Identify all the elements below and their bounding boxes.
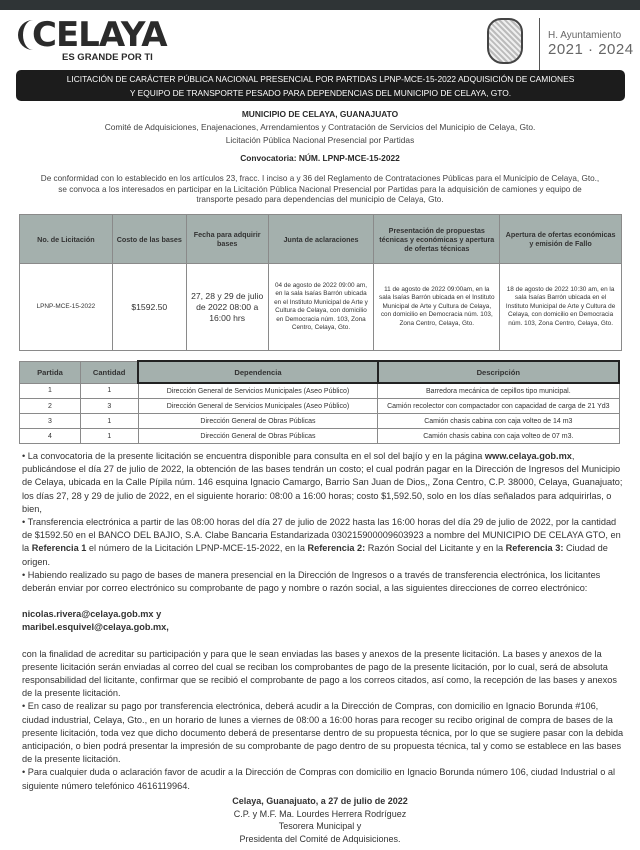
header-divider xyxy=(539,18,540,72)
cell-descripcion: Camión recolector con compactador con capacidad de carga de 21 Yd3 xyxy=(378,399,619,414)
text-segment: Ciudad de origen. xyxy=(22,543,608,567)
paragraph-convocatoria xyxy=(22,450,624,516)
cell-costo: $1592.50 xyxy=(112,264,186,351)
ayuntamiento-text: H. Ayuntamiento xyxy=(548,30,622,41)
table-row xyxy=(20,264,622,351)
paragraph-transferencia xyxy=(22,516,624,569)
top-bar xyxy=(0,0,640,10)
partidas-header-row xyxy=(20,361,620,383)
cell-partida: 1 xyxy=(20,383,81,399)
col-header: Junta de aclaraciones xyxy=(268,215,374,264)
reference-1-label: Referencia 1 xyxy=(31,543,87,554)
ayuntamiento-label xyxy=(548,30,634,58)
title-line-2: Y EQUIPO DE TRANSPORTE PESADO PARA DEPENDENCIAS DEL MUNICIPIO DE CELAYA, GTO. xyxy=(129,88,512,98)
cell-partida: 4 xyxy=(20,429,81,444)
cell-cantidad: 1 xyxy=(80,429,138,444)
col-header: No. de Licitación xyxy=(20,215,113,264)
cell-presentacion: 11 de agosto de 2022 09:00am, en la sala Isaías Barrón ubicada en el Instituto Municipal de Arte y Cultura de Celaya, con domicilio en Democracia núm. 103, Zona Centro, Celaya, Gto. xyxy=(374,264,500,351)
cell-partida: 2 xyxy=(20,399,81,414)
email-2[interactable]: maribel.esquivel@celaya.gob.mx, xyxy=(22,622,169,633)
place-date: Celaya, Guanajuato, a 27 de julio de 2022 xyxy=(232,796,408,806)
logo-text: CELAYA xyxy=(32,15,167,55)
col-header: Costo de las bases xyxy=(112,215,186,264)
text-segment: , publicándose el día 27 de julio de 2022, la obtención de las bases tendrán un costo; el cual podrán pagar en la Dirección de Ingresos del Municipio de Celaya, ubicada en la Calle Pípila núm. 146 esquina Ignacio Camargo, Barrio San Juan de Dios,, Zona Centro, C.P. 38000, Celaya, Guanajuato; los días 27, 28 y 29 de julio de 2022, en el siguiente horario: 08:00 a 16:00 horas; costo $1,592.50, solo en los días señalados para adquirirlas, o bien, xyxy=(22,451,623,514)
text-segment: el número de la Licitación LPNP-MCE-15-2022, en la xyxy=(86,543,308,554)
paragraph-recibo: • En caso de realizar su pago por transferencia electrónica, deberá acudir a la Dirección de Compras, con domicilio en Ignacio Borunda #106, ciudad industrial, Celaya, Gto., en un horario de lunes a viernes de 08:00 a 16:00 horas para recoger su recibo original de compra de bases de la presente licitación, toda vez que dicho documento deberá de presentarse dentro de su propuesta técnica, por lo que se sugiere pasar con la debida anticipación, o bien podrá presentar la impresión de su comprobante de pago dentro de su propuesta técnica, tal y como se establece en las bases de la presente licitación. xyxy=(22,701,624,765)
convocatoria-number: Convocatoria: NÚM. LPNP-MCE-15-2022 xyxy=(240,153,400,163)
partidas-table xyxy=(19,360,620,444)
schedule-header-row xyxy=(20,215,622,264)
cell-descripcion: Barredora mecánica de cepillos tipo municipal. xyxy=(378,383,619,399)
cell-partida: 3 xyxy=(20,414,81,429)
table-row xyxy=(20,399,620,414)
cell-dependencia: Dirección General de Servicios Municipales (Aseo Público) xyxy=(138,399,377,414)
signer-role-1: Tesorera Municipal y xyxy=(278,821,362,831)
cell-licitacion: LPNP-MCE-15-2022 xyxy=(20,264,113,351)
cell-cantidad: 1 xyxy=(80,383,138,399)
signature-block xyxy=(0,795,640,845)
cell-descripcion: Camión chasis cabina con caja volteo de 14 m3 xyxy=(378,414,619,429)
col-header: Fecha para adquirir bases xyxy=(186,215,268,264)
cell-cantidad: 3 xyxy=(80,399,138,414)
col-header: Presentación de propuestas técnicas y económicas y apertura de ofertas técnicas xyxy=(374,215,500,264)
body-text xyxy=(22,450,624,793)
paragraph-dudas: • Para cualquier duda o aclaración favor de acudir a la Dirección de Compras con domicilio en Ignacio Borunda número 106, ciudad Industrial o al siguiente número telefónico 4616119964. xyxy=(22,767,616,791)
comite-line: Comité de Adquisiciones, Enajenaciones, Arrendamientos y Contratación de Servicios del Municipio de Celaya, Gto. xyxy=(104,122,536,132)
cell-dependencia: Dirección General de Obras Públicas xyxy=(138,414,377,429)
period-text: 2021 · 2024 xyxy=(548,41,634,58)
col-header: Partida xyxy=(20,361,81,383)
cell-dependencia: Dirección General de Obras Públicas xyxy=(138,429,377,444)
logo-tagline: ES GRANDE POR TI xyxy=(62,52,153,63)
coat-of-arms-icon xyxy=(487,18,523,64)
table-row xyxy=(20,414,620,429)
cell-apertura: 18 de agosto de 2022 10:30 am, en la sala Isaías Barrón ubicada en el Instituto Municipal de Arte y Cultura de Celaya, con domicilio en Democracia núm. 103, Zona Centro, Celaya, Gto. xyxy=(500,264,622,351)
col-header: Apertura de ofertas económicas y emisión de Fallo xyxy=(500,215,622,264)
paragraph-pago: • Habiendo realizado su pago de bases de manera presencial en la Dirección de Ingresos o a través de transferencia electrónica, los licitantes deberán enviar por correo electrónico su comprobante de pago y nombre o razón social, a las siguientes direcciones de correo electrónico: xyxy=(22,569,601,594)
cell-descripcion: Camión chasis cabina con caja volteo de 07 m3. xyxy=(378,429,619,444)
cell-cantidad: 1 xyxy=(80,414,138,429)
table-row xyxy=(20,429,620,444)
reference-2-label: Referencia 2: xyxy=(307,543,366,554)
col-header: Cantidad xyxy=(80,361,138,383)
intro-paragraph: De conformidad con lo establecido en los artículos 23, fracc. I inciso a y 36 del Reglamento de Contrataciones Públicas para el Municipio de Celaya, Gto., se convoca a los interesados en participar en la Licitación Pública Nacional Presencial por Partidas para la adquisición de camiones y equipo de transporte pesado para dependencias del municipio de Celaya, Gto. xyxy=(40,174,600,204)
website-link[interactable]: www.celaya.gob.mx xyxy=(484,451,572,461)
document-title xyxy=(16,70,625,101)
text-segment: • La convocatoria de la presente licitación se encuentra disponible para consulta en el sol del bajío y en la página xyxy=(22,451,485,461)
reference-3-label: Referencia 3: xyxy=(505,543,564,554)
cell-fecha: 27, 28 y 29 de julio de 2022 08:00 a 16:00 hrs xyxy=(186,264,268,351)
text-segment: • Transferencia electrónica a partir de las 08:00 horas del día 27 de julio de 2022 hasta las 16:00 horas del día 29 de julio de 2022, por la cantidad de $1592.50 en el BANCO DEL BAJIO, S.A. Clabe Bancaria Estandarizada 030215900009603923 a nombre del MUNICIPIO DE CELAYA GTO, en la xyxy=(22,517,621,554)
signer-role-2: Presidenta del Comité de Adquisiciones. xyxy=(239,833,401,844)
email-1[interactable]: nicolas.rivera@celaya.gob.mx y xyxy=(22,609,162,620)
col-header: Dependencia xyxy=(138,361,377,383)
schedule-table xyxy=(19,214,622,351)
paragraph-finalidad: con la finalidad de acreditar su participación y para que le sean enviadas las bases y anexos de la presente licitación. La bases y anexos de la presente licitación serán enviadas al correo del cual se reciban los comprobantes de pago de la presente licitación, por lo cual, será de absoluta responsabilidad del licitante, confirmar que se recibió el comprobante de pago a los correos citados, así como, la recepción de las bases y anexos de la presente licitación. xyxy=(22,648,617,699)
title-line-1: LICITACIÓN DE CARÁCTER PÚBLICA NACIONAL PRESENCIAL POR PARTIDAS LPNP-MCE-15-2022 ADQUISICIÓN DE CAMIONES xyxy=(66,74,575,84)
cell-dependencia: Dirección General de Servicios Municipales (Aseo Público) xyxy=(138,383,377,399)
signer-name: C.P. y M.F. Ma. Lourdes Herrera Rodríguez xyxy=(233,808,407,819)
cell-junta: 04 de agosto de 2022 09:00 am, en la sala Isaías Barrón ubicada en el Instituto Municipal de Arte y Cultura de Celaya, con domicilio en Democracia núm. 103, Zona Centro, Celaya, Gto. xyxy=(268,264,374,351)
table-row xyxy=(20,383,620,399)
celaya-logo xyxy=(18,16,168,66)
municipio-heading: MUNICIPIO DE CELAYA, GUANAJUATO xyxy=(241,109,399,119)
licitacion-line: Licitación Pública Nacional Presencial por Partidas xyxy=(225,135,415,145)
col-header: Descripción xyxy=(378,361,619,383)
text-segment: Razón Social del Licitante y en la xyxy=(365,543,506,554)
